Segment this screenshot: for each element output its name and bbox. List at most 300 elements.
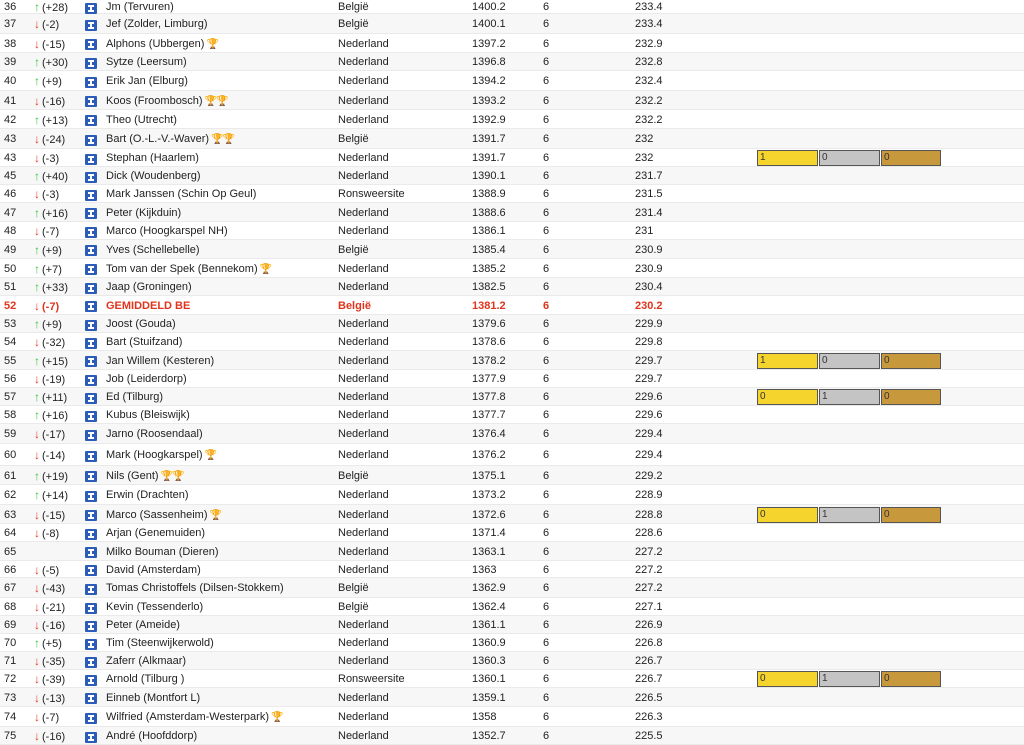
country-cell: Nederland <box>338 637 389 649</box>
player-name: GEMIDDELD BE <box>106 300 191 312</box>
arrow-up-icon: ↑ <box>34 280 40 294</box>
bronze-count: 0 <box>881 389 941 405</box>
rank-change <box>32 488 68 503</box>
arrow-down-icon: ↓ <box>34 427 40 441</box>
country-cell: Nederland <box>338 391 389 403</box>
player-name: Erwin (Drachten) <box>106 489 189 501</box>
player-profile-icon[interactable] <box>85 491 97 502</box>
country-cell: Nederland <box>338 564 389 576</box>
country-cell: Nederland <box>338 207 389 219</box>
player-name-cell[interactable] <box>106 224 228 238</box>
average-cell: 228.9 <box>635 489 663 501</box>
rank-cell: 52 <box>4 300 17 312</box>
player-name: Peter (Ameide) <box>106 619 180 631</box>
arrow-down-icon: ↓ <box>34 691 40 705</box>
player-profile-icon[interactable] <box>85 657 97 668</box>
player-name-cell[interactable] <box>106 94 228 109</box>
player-name-cell[interactable] <box>106 299 190 313</box>
games-cell: 6 <box>543 470 550 482</box>
country-cell: Nederland <box>338 619 389 631</box>
rank-delta: (-16) <box>42 731 66 743</box>
country-cell: Nederland <box>338 527 389 539</box>
player-profile-icon[interactable] <box>85 77 97 88</box>
player-profile-icon[interactable] <box>85 245 97 256</box>
country-cell: Nederland <box>338 75 389 87</box>
player-name-cell[interactable] <box>106 563 201 577</box>
rank-delta: (+7) <box>42 264 62 276</box>
player-profile-icon[interactable] <box>85 393 97 404</box>
profile-icon-bar <box>90 432 92 439</box>
rank-delta: (+9) <box>42 245 62 257</box>
trophy-bronze-icon: 🏆 <box>172 471 185 482</box>
player-name-cell[interactable] <box>106 600 203 614</box>
table-row <box>0 296 1024 315</box>
player-profile-icon[interactable] <box>85 547 97 558</box>
player-name-cell[interactable] <box>106 672 184 686</box>
player-name: Arnold (Tilburg ) <box>106 673 185 685</box>
arrow-up-icon: ↑ <box>34 636 40 650</box>
rank-cell: 47 <box>4 207 17 219</box>
rank-cell: 67 <box>4 582 17 594</box>
country-cell: Nederland <box>338 409 389 421</box>
games-cell: 6 <box>543 428 550 440</box>
player-name: Milko Bouman (Dieren) <box>106 546 219 558</box>
average-cell: 232.8 <box>635 56 663 68</box>
profile-icon-bar <box>90 60 92 67</box>
score-cell: 1377.9 <box>472 373 506 385</box>
score-cell: 1396.8 <box>472 56 506 68</box>
average-cell: 226.3 <box>635 711 663 723</box>
player-name-cell[interactable] <box>106 113 177 127</box>
games-cell: 6 <box>543 281 550 293</box>
average-cell: 230.9 <box>635 263 663 275</box>
rank-delta: (+15) <box>42 356 68 368</box>
games-cell: 6 <box>543 336 550 348</box>
score-cell: 1363 <box>472 564 497 576</box>
profile-icon-bar <box>90 586 92 593</box>
average-cell: 232.4 <box>635 75 663 87</box>
player-name: Stephan (Haarlem) <box>106 152 199 164</box>
gold-count: 0 <box>757 671 818 687</box>
table-row <box>0 278 1024 296</box>
player-name-cell[interactable] <box>106 280 192 294</box>
rank-cell: 65 <box>4 546 17 558</box>
player-profile-icon[interactable] <box>85 621 97 632</box>
player-profile-icon[interactable] <box>85 693 97 704</box>
rank-change <box>32 113 68 128</box>
rank-cell: 39 <box>4 56 17 68</box>
average-cell: 226.7 <box>635 655 663 667</box>
arrow-down-icon: ↓ <box>34 508 40 522</box>
games-cell: 6 <box>543 730 550 742</box>
rank-delta: (+13) <box>42 115 68 127</box>
player-profile-icon[interactable] <box>85 411 97 422</box>
arrow-down-icon: ↓ <box>34 372 40 386</box>
rank-change <box>32 581 65 596</box>
profile-icon-bar <box>90 79 92 86</box>
table-row <box>0 388 1024 406</box>
player-name-cell[interactable] <box>106 469 183 484</box>
rank-change <box>32 262 62 277</box>
average-cell: 230.4 <box>635 281 663 293</box>
arrow-down-icon: ↓ <box>34 448 40 462</box>
games-cell: 6 <box>543 582 550 594</box>
player-name: Arjan (Genemuiden) <box>106 527 206 539</box>
table-row <box>0 167 1024 185</box>
table-row <box>0 222 1024 240</box>
score-cell: 1388.9 <box>472 188 506 200</box>
player-name: Marco (Hoogkarspel NH) <box>106 225 228 237</box>
arrow-up-icon: ↑ <box>34 169 40 183</box>
player-profile-icon[interactable] <box>85 356 97 367</box>
score-cell: 1373.2 <box>472 489 506 501</box>
score-cell: 1392.9 <box>472 114 506 126</box>
table-row <box>0 0 1024 14</box>
trophies <box>209 509 220 523</box>
rank-delta: (-39) <box>42 674 66 686</box>
profile-icon-bar <box>90 623 92 630</box>
rank-change <box>32 710 59 725</box>
profile-icon-bar <box>90 192 92 199</box>
rank-change <box>32 372 65 387</box>
score-cell: 1361.1 <box>472 619 506 631</box>
country-cell: Nederland <box>338 56 389 68</box>
player-name: Wilfried (Amsterdam-Westerpark) <box>106 711 269 723</box>
arrow-down-icon: ↓ <box>34 94 40 108</box>
player-profile-icon[interactable] <box>85 301 97 312</box>
trophies <box>260 263 271 277</box>
player-name-cell[interactable] <box>106 169 201 183</box>
trophy-gold-icon: 🏆 <box>209 510 222 521</box>
profile-icon-bar <box>90 695 92 702</box>
country-cell: België <box>338 18 369 30</box>
bronze-count: 0 <box>881 353 941 369</box>
score-cell: 1363.1 <box>472 546 506 558</box>
rank-cell: 64 <box>4 527 17 539</box>
profile-icon-bar <box>90 659 92 666</box>
player-profile-icon[interactable] <box>85 320 97 331</box>
games-cell: 6 <box>543 1 550 13</box>
rank-cell: 36 <box>4 1 17 13</box>
rank-cell: 73 <box>4 692 17 704</box>
player-name: Marco (Sassenheim) <box>106 509 208 521</box>
average-cell: 229.6 <box>635 409 663 421</box>
player-profile-icon[interactable] <box>85 154 97 165</box>
player-name-cell[interactable] <box>106 618 180 632</box>
player-profile-icon[interactable] <box>85 375 97 386</box>
player-name-cell[interactable] <box>106 206 181 220</box>
profile-icon-bar <box>90 266 92 273</box>
player-name-cell[interactable] <box>106 636 214 650</box>
rank-change <box>32 299 59 314</box>
player-name: André (Hoofddorp) <box>106 730 198 742</box>
games-cell: 6 <box>543 114 550 126</box>
rank-cell: 60 <box>4 449 17 461</box>
rank-cell: 59 <box>4 428 17 440</box>
profile-icon-bar <box>90 98 92 105</box>
player-name-cell[interactable] <box>106 0 174 14</box>
average-cell: 231.5 <box>635 188 663 200</box>
arrow-up-icon: ↑ <box>34 408 40 422</box>
player-profile-icon[interactable] <box>85 675 97 686</box>
games-cell: 6 <box>543 673 550 685</box>
player-profile-icon[interactable] <box>85 135 97 146</box>
player-name: Jan Willem (Kesteren) <box>106 355 215 367</box>
player-name-cell[interactable] <box>106 132 234 147</box>
arrow-down-icon: ↓ <box>34 132 40 146</box>
rank-change <box>32 448 65 463</box>
rank-change <box>32 354 68 369</box>
player-name-cell[interactable] <box>106 37 218 52</box>
player-name-cell[interactable] <box>106 448 216 463</box>
games-cell: 6 <box>543 373 550 385</box>
player-name-cell[interactable] <box>106 372 187 386</box>
score-cell: 1379.6 <box>472 318 506 330</box>
rank-cell: 53 <box>4 318 17 330</box>
player-name-cell[interactable] <box>106 710 282 725</box>
games-cell: 6 <box>543 527 550 539</box>
player-profile-icon[interactable] <box>85 190 97 201</box>
player-name-cell[interactable] <box>106 408 190 422</box>
player-profile-icon[interactable] <box>85 58 97 69</box>
trophy-silver-icon: 🏆 <box>204 450 218 461</box>
average-cell: 226.7 <box>635 673 663 685</box>
player-name-cell[interactable] <box>106 488 189 502</box>
player-name: Jaap (Groningen) <box>106 281 192 293</box>
rank-cell: 43 <box>4 133 17 145</box>
player-name-cell[interactable] <box>106 74 188 88</box>
player-profile-icon[interactable] <box>85 20 97 31</box>
trophy-gold-icon: 🏆 <box>211 134 224 145</box>
arrow-down-icon: ↓ <box>34 299 40 313</box>
country-cell: België <box>338 582 369 594</box>
games-cell: 6 <box>543 188 550 200</box>
arrow-down-icon: ↓ <box>34 618 40 632</box>
player-name: Job (Leiderdorp) <box>106 373 187 385</box>
score-cell: 1378.6 <box>472 336 506 348</box>
player-name-cell[interactable] <box>106 262 271 277</box>
player-name-cell[interactable] <box>106 581 284 595</box>
arrow-down-icon: ↓ <box>34 17 40 31</box>
rank-delta: (+16) <box>42 208 68 220</box>
player-profile-icon[interactable] <box>85 471 97 482</box>
average-cell: 228.8 <box>635 509 663 521</box>
rank-change <box>32 636 62 651</box>
rank-change <box>32 17 59 32</box>
arrow-down-icon: ↓ <box>34 37 40 51</box>
table-row <box>0 707 1024 727</box>
gold-count: 1 <box>757 150 818 166</box>
arrow-down-icon: ↓ <box>34 187 40 201</box>
average-cell: 227.2 <box>635 582 663 594</box>
silver-count: 0 <box>819 353 880 369</box>
rank-change <box>32 317 62 332</box>
rank-cell: 38 <box>4 38 17 50</box>
player-profile-icon[interactable] <box>85 96 97 107</box>
player-profile-icon[interactable] <box>85 603 97 614</box>
rank-cell: 61 <box>4 470 17 482</box>
gold-count: 0 <box>757 507 818 523</box>
trophies <box>205 449 216 463</box>
arrow-up-icon: ↑ <box>34 354 40 368</box>
games-cell: 6 <box>543 509 550 521</box>
silver-count: 1 <box>819 389 880 405</box>
rank-delta: (-24) <box>42 134 66 146</box>
country-cell: Nederland <box>338 373 389 385</box>
player-profile-icon[interactable] <box>85 639 97 650</box>
score-cell: 1400.2 <box>472 1 506 13</box>
player-name: Jm (Tervuren) <box>106 1 174 13</box>
rank-cell: 56 <box>4 373 17 385</box>
player-name-cell[interactable] <box>106 729 197 743</box>
player-name-cell[interactable] <box>106 151 199 165</box>
rank-cell: 69 <box>4 619 17 631</box>
table-row <box>0 149 1024 167</box>
score-cell: 1385.4 <box>472 244 506 256</box>
player-profile-icon[interactable] <box>85 430 97 441</box>
rank-cell: 62 <box>4 489 17 501</box>
table-row <box>0 670 1024 688</box>
player-name: Jarno (Roosendaal) <box>106 428 203 440</box>
player-profile-icon[interactable] <box>85 227 97 238</box>
rank-change <box>32 618 65 633</box>
rank-cell: 66 <box>4 564 17 576</box>
player-profile-icon[interactable] <box>85 732 97 743</box>
rank-change <box>32 169 68 184</box>
player-profile-icon[interactable] <box>85 283 97 294</box>
rank-cell: 46 <box>4 188 17 200</box>
games-cell: 6 <box>543 18 550 30</box>
table-row <box>0 466 1024 485</box>
trophy-gold-icon: 🏆 <box>216 96 229 107</box>
rank-change <box>32 691 65 706</box>
arrow-up-icon: ↑ <box>34 488 40 502</box>
player-name-cell[interactable] <box>106 390 163 404</box>
player-name-cell[interactable] <box>106 508 221 523</box>
profile-icon-bar <box>90 22 92 29</box>
rank-cell: 37 <box>4 18 17 30</box>
rank-change <box>32 206 68 221</box>
score-cell: 1377.8 <box>472 391 506 403</box>
player-name: Kevin (Tessenderlo) <box>106 601 204 613</box>
player-profile-icon[interactable] <box>85 565 97 576</box>
rank-change <box>32 74 62 89</box>
player-name-cell[interactable] <box>106 654 186 668</box>
rank-change <box>32 224 59 239</box>
player-profile-icon[interactable] <box>85 264 97 275</box>
table-row <box>0 240 1024 259</box>
arrow-down-icon: ↓ <box>34 526 40 540</box>
player-name-cell[interactable] <box>106 691 200 705</box>
trophies <box>206 38 217 52</box>
arrow-up-icon: ↑ <box>34 206 40 220</box>
player-profile-icon[interactable] <box>85 3 97 14</box>
player-profile-icon[interactable] <box>85 451 97 462</box>
average-cell: 233.4 <box>635 1 663 13</box>
arrow-down-icon: ↓ <box>34 335 40 349</box>
player-name: Ed (Tilburg) <box>106 391 164 403</box>
arrow-up-icon: ↑ <box>34 0 40 14</box>
table-row <box>0 333 1024 351</box>
rank-change <box>32 37 65 52</box>
average-cell: 229.2 <box>635 470 663 482</box>
profile-icon-bar <box>90 549 92 556</box>
average-cell: 229.7 <box>635 373 663 385</box>
player-name-cell[interactable] <box>106 545 218 559</box>
player-name-cell[interactable] <box>106 55 187 69</box>
profile-icon-bar <box>90 715 92 722</box>
arrow-down-icon: ↓ <box>34 654 40 668</box>
profile-icon-bar <box>90 137 92 144</box>
player-profile-icon[interactable] <box>85 584 97 595</box>
score-cell: 1371.4 <box>472 527 506 539</box>
player-profile-icon[interactable] <box>85 39 97 50</box>
score-cell: 1358 <box>472 711 497 723</box>
player-profile-icon[interactable] <box>85 208 97 219</box>
score-cell: 1360.1 <box>472 673 506 685</box>
player-name-cell[interactable] <box>106 317 176 331</box>
country-cell: Nederland <box>338 692 389 704</box>
player-name-cell[interactable] <box>106 427 203 441</box>
average-cell: 232 <box>635 133 654 145</box>
games-cell: 6 <box>543 170 550 182</box>
score-cell: 1386.1 <box>472 225 506 237</box>
country-cell: België <box>338 133 369 145</box>
player-name: Nils (Gent) <box>106 470 159 482</box>
player-name: Tom van der Spek (Bennekom) <box>106 263 258 275</box>
country-cell: Nederland <box>338 263 389 275</box>
arrow-down-icon: ↓ <box>34 710 40 724</box>
country-cell: Nederland <box>338 509 389 521</box>
score-cell: 1391.7 <box>472 152 506 164</box>
country-cell: Nederland <box>338 428 389 440</box>
rank-delta: (+19) <box>42 471 68 483</box>
player-profile-icon[interactable] <box>85 172 97 183</box>
player-profile-icon[interactable] <box>85 338 97 349</box>
player-name-cell[interactable] <box>106 526 205 540</box>
player-profile-icon[interactable] <box>85 115 97 126</box>
games-cell: 6 <box>543 263 550 275</box>
rank-change <box>32 94 65 109</box>
player-profile-icon[interactable] <box>85 510 97 521</box>
rank-cell: 49 <box>4 244 17 256</box>
player-profile-icon[interactable] <box>85 713 97 724</box>
rank-delta: (-14) <box>42 450 66 462</box>
table-row <box>0 542 1024 561</box>
games-cell: 6 <box>543 38 550 50</box>
gold-count: 0 <box>757 389 818 405</box>
rank-cell: 57 <box>4 391 17 403</box>
silver-count: 1 <box>819 507 880 523</box>
player-name: Yves (Schellebelle) <box>106 244 200 256</box>
player-name: Erik Jan (Elburg) <box>106 75 188 87</box>
player-name-cell[interactable] <box>106 17 207 31</box>
profile-icon-bar <box>90 453 92 460</box>
trophies <box>211 133 234 147</box>
player-name-cell[interactable] <box>106 354 214 368</box>
games-cell: 6 <box>543 300 550 312</box>
average-cell: 229.7 <box>635 355 663 367</box>
player-name: Bart (O.-L.-V.-Waver) <box>106 133 210 145</box>
player-name-cell[interactable] <box>106 187 256 201</box>
trophy-gold-icon: 🏆 <box>259 264 273 275</box>
player-name-cell[interactable] <box>106 243 200 257</box>
player-profile-icon[interactable] <box>85 529 97 540</box>
rank-change <box>32 280 68 295</box>
player-name-cell[interactable] <box>106 335 182 349</box>
profile-icon-bar <box>90 5 92 12</box>
games-cell: 6 <box>543 619 550 631</box>
